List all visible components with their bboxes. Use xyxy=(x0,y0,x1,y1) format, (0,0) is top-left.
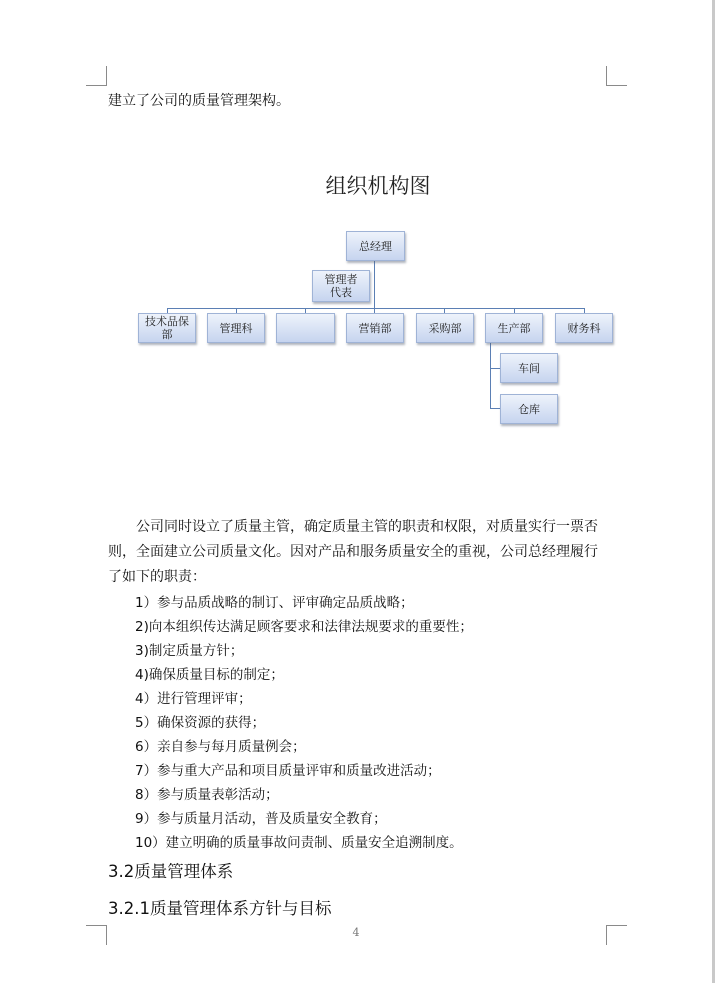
list-item: 9）参与质量月活动，普及质量安全教育； xyxy=(135,811,387,827)
org-node-sub-unit xyxy=(500,353,558,383)
crop-mark-top-right xyxy=(606,66,607,86)
list-item: 3)制定质量方针； xyxy=(135,643,244,659)
page-number: 4 xyxy=(352,926,360,939)
org-node-sub-unit xyxy=(500,394,558,424)
list-item: 2)向本组织传达满足顾客要求和法律法规要求的重要性； xyxy=(135,619,473,635)
connector-line xyxy=(490,343,491,409)
org-node-department xyxy=(416,313,474,343)
subsection-heading: 3.2.1质量管理体系方针与目标 xyxy=(108,899,332,918)
chart-title: 组织机构图 xyxy=(325,174,431,198)
org-node-label: 技术品保部 xyxy=(145,315,189,341)
list-item: 4）进行管理评审； xyxy=(135,691,252,707)
org-node-label: 总经理 xyxy=(359,239,392,253)
connector-line xyxy=(374,260,375,309)
org-node-label: 车间 xyxy=(518,361,540,375)
org-node-general-manager xyxy=(346,231,405,261)
body-paragraph-line: 了如下的职责： xyxy=(108,569,206,585)
org-node-department xyxy=(346,313,404,343)
list-item: 5）确保资源的获得； xyxy=(135,715,266,731)
crop-mark-top-right xyxy=(606,85,627,86)
connector-line xyxy=(167,308,585,309)
org-node-label: 管理者代表 xyxy=(324,273,358,299)
org-node-department xyxy=(207,313,265,343)
org-node-label: 管理科 xyxy=(219,321,253,335)
crop-mark-top-left xyxy=(106,66,107,86)
org-node-management-representative xyxy=(312,270,370,302)
list-item: 7）参与重大产品和项目质量评审和质量改进活动； xyxy=(135,763,441,779)
list-item: 6）亲自参与每月质量例会； xyxy=(135,739,306,755)
org-node-label: 仓库 xyxy=(518,402,540,416)
crop-mark-top-left xyxy=(86,85,107,86)
org-node-label: 财务科 xyxy=(567,321,601,335)
org-node-department xyxy=(276,313,335,343)
list-item: 10）建立明确的质量事故问责制、质量安全追溯制度。 xyxy=(135,835,463,851)
org-node-label: 营销部 xyxy=(358,321,392,335)
org-node-label: 采购部 xyxy=(428,321,462,335)
org-node-department xyxy=(138,313,196,343)
section-heading: 3.2质量管理体系 xyxy=(108,862,234,881)
org-node-department xyxy=(485,313,543,343)
body-paragraph-line: 公司同时设立了质量主管，确定质量主管的职责和权限，对质量实行一票否 xyxy=(136,519,598,535)
org-node-label: 生产部 xyxy=(497,321,531,335)
list-item: 8）参与质量表彰活动； xyxy=(135,787,279,803)
org-node-department xyxy=(555,313,613,343)
list-item: 1）参与品质战略的制订、评审确定品质战略； xyxy=(135,595,414,611)
intro-text: 建立了公司的质量管理架构。 xyxy=(108,93,290,109)
body-paragraph-line: 则，全面建立公司质量文化。因对产品和服务质量安全的重视，公司总经理履行 xyxy=(108,544,598,560)
list-item: 4)确保质量目标的制定； xyxy=(135,667,284,683)
